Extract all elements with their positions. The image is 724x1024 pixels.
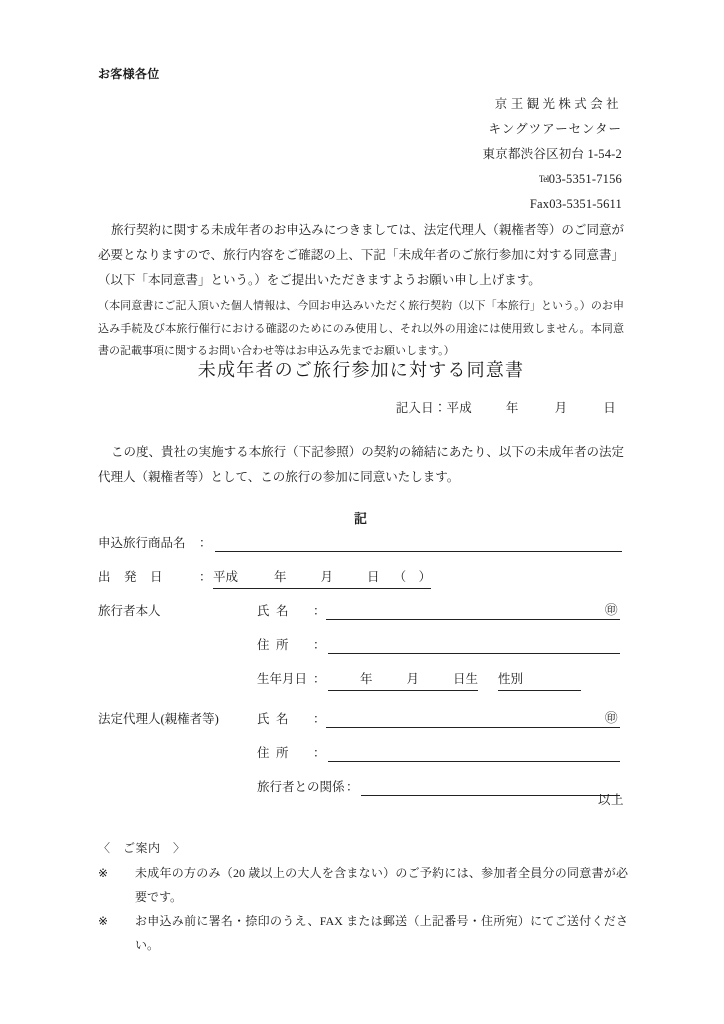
traveler-birth-label: 生年月日 xyxy=(257,672,308,686)
departure-weekday: （ ） xyxy=(393,570,432,584)
addressee-line: お客様各位 xyxy=(98,67,160,81)
note-item xyxy=(98,909,628,957)
departure-month: 月 xyxy=(320,570,334,584)
departure-date-input-line[interactable] xyxy=(213,567,431,589)
consent-statement: この度、貴社の実施する本旅行（下記参照）の契約の締結にあたり、以下の未成年者の法定代理人（親権者等）として、この旅行の参加に同意いたします。 xyxy=(98,445,624,484)
traveler-address-input-line[interactable] xyxy=(328,653,620,654)
representative-address-input-line[interactable] xyxy=(328,761,620,762)
fill-date-day: 日 xyxy=(603,401,616,415)
relation-label: 旅行者との関係 xyxy=(257,780,345,794)
representative-name-colon: ： xyxy=(313,712,326,726)
sender-telephone xyxy=(322,167,622,192)
note-bullet-icon: ※ xyxy=(98,866,109,880)
notes-heading: 〈 ご案内 〉 xyxy=(98,841,186,855)
tel-number: 03-5351-7156 xyxy=(548,172,622,186)
traveler-seal-icon: ㊞ xyxy=(605,603,618,617)
sender-address: 東京都渋谷区初台 1-54-2 xyxy=(482,147,622,161)
form-row-traveler-birthdate xyxy=(98,669,624,703)
fill-date-year: 年 xyxy=(505,401,519,415)
traveler-address-colon: ： xyxy=(313,638,326,652)
form-row-representative-address xyxy=(98,743,624,777)
form-row-traveler-address xyxy=(98,635,624,669)
representative-seal-icon: ㊞ xyxy=(605,711,618,725)
departure-era: 平成 xyxy=(213,570,239,584)
fill-date-line xyxy=(98,398,624,416)
representative-section-label: 法定代理人(親権者等) xyxy=(98,712,219,726)
form-section xyxy=(98,533,624,811)
representative-address-colon: ： xyxy=(313,746,326,760)
representative-name-label: 氏名 xyxy=(257,712,296,726)
traveler-birth-day: 日生 xyxy=(453,672,479,686)
departure-colon: ： xyxy=(199,570,212,584)
traveler-section-label: 旅行者本人 xyxy=(98,604,161,618)
traveler-name-colon: ： xyxy=(313,604,326,618)
note-item xyxy=(98,861,628,909)
closing-text: 以上 xyxy=(597,793,624,807)
fill-date-label: 記入日：平成 xyxy=(395,401,472,415)
form-row-departure-date xyxy=(98,567,624,601)
product-name-label: 申込旅行商品名 xyxy=(98,536,186,550)
note-text: お申込み前に署名・捺印のうえ、FAX または郵送（上記番号・住所宛）にてご送付ください。 xyxy=(135,914,628,952)
tel-label: Tel xyxy=(538,174,549,184)
fill-date-month: 月 xyxy=(554,401,568,415)
traveler-birth-year: 年 xyxy=(360,672,373,686)
traveler-gender-label: 性別 xyxy=(498,672,524,686)
departure-day: 日 xyxy=(367,570,380,584)
sender-company: 京王観光株式会社 xyxy=(494,97,622,111)
sender-fax: Fax03-5351-5611 xyxy=(529,197,622,211)
form-row-product-name xyxy=(98,533,624,567)
product-name-input-line[interactable] xyxy=(215,551,622,552)
page-title: 未成年者のご旅行参加に対する同意書 xyxy=(197,360,525,380)
traveler-birth-month: 月 xyxy=(406,672,420,686)
note-text: 未成年の方のみ（20 歳以上の大人を含まない）のご予約には、参加者全員分の同意書が必要です。 xyxy=(135,866,628,904)
traveler-name-label: 氏名 xyxy=(257,604,296,618)
ki-heading: 記 xyxy=(353,511,368,526)
product-name-colon: ： xyxy=(199,536,212,550)
representative-name-input-line[interactable] xyxy=(326,727,620,728)
relation-colon: ： xyxy=(346,780,359,794)
sender-department: キングツアーセンター xyxy=(488,122,622,136)
notes-section xyxy=(98,836,628,957)
traveler-gender-input-line[interactable] xyxy=(498,669,581,691)
representative-address-label: 住所 xyxy=(257,746,296,760)
note-bullet-icon: ※ xyxy=(98,914,109,928)
sender-block xyxy=(322,92,622,217)
form-row-representative-name xyxy=(98,709,624,743)
form-row-traveler-name xyxy=(98,601,624,635)
traveler-address-label: 住所 xyxy=(257,638,296,652)
traveler-birthdate-input-line[interactable] xyxy=(328,669,478,691)
intro-paragraphs xyxy=(98,218,624,363)
intro-paragraph-1: 旅行契約に関する未成年者のお申込みにつきましては、法定代理人（親権者等）のご同意が必要となりますので、旅行内容をご確認の上、下記「未成年者のご旅行参加に対する同意書」（以下「本同意書」という。）をご提出いただきますようお願い申し上げます。 xyxy=(98,223,624,287)
traveler-name-input-line[interactable] xyxy=(326,619,620,620)
intro-paragraph-2: （本同意書にご記入頂いた個人情報は、今回お申込みいただく旅行契約（以下「本旅行」という。）のお申込み手続及び本旅行催行における確認のためにのみ使用し、それ以外の用途には使用致しません。本同意書の記載事項に関するお問い合わせ等はお申込み先までお願いします。） xyxy=(98,300,624,357)
traveler-birth-colon: ： xyxy=(313,672,326,686)
departure-date-label: 出発日 xyxy=(98,570,177,584)
departure-year: 年 xyxy=(274,570,287,584)
